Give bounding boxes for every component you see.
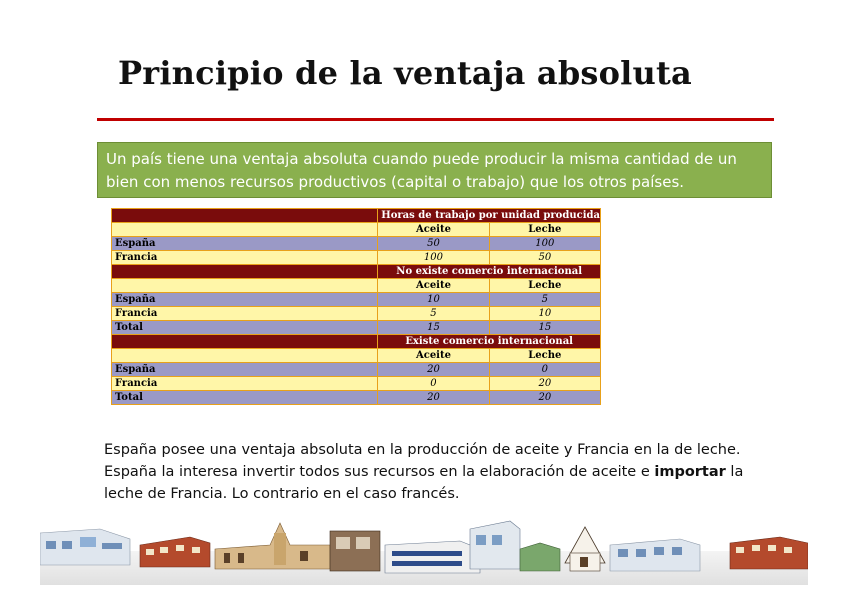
- slide-title: Principio de la ventaja absoluta: [118, 54, 692, 92]
- cell-aceite: 20: [378, 391, 489, 405]
- section-title: No existe comercio internacional: [378, 265, 601, 279]
- column-header-leche: Leche: [489, 279, 600, 293]
- cell-leche: 0: [489, 363, 600, 377]
- column-header-row: [112, 223, 601, 237]
- definition-callout: Un país tiene una ventaja absoluta cuando puede producir la misma cantidad de un bien con menos recursos productivos (capital o trabajo) que los otros países.: [97, 142, 772, 198]
- table-row: [112, 237, 601, 251]
- column-header-aceite: Aceite: [378, 349, 489, 363]
- cell-aceite: 15: [378, 321, 489, 335]
- column-header-leche: Leche: [489, 223, 600, 237]
- row-label: España: [112, 363, 378, 377]
- table-row: [112, 391, 601, 405]
- table-row: [112, 377, 601, 391]
- row-label: Total: [112, 321, 378, 335]
- cell-leche: 10: [489, 307, 600, 321]
- cell-leche: 20: [489, 391, 600, 405]
- cell-leche: 15: [489, 321, 600, 335]
- section-title: Existe comercio internacional: [378, 335, 601, 349]
- cell-aceite: 0: [378, 377, 489, 391]
- table-row: [112, 293, 601, 307]
- table-row: [112, 321, 601, 335]
- cell-aceite: 100: [378, 251, 489, 265]
- conclusion-text-2: la leche de Francia. Lo contrario en el caso francés.: [104, 464, 744, 502]
- column-header-aceite: Aceite: [378, 279, 489, 293]
- table-row: [112, 363, 601, 377]
- labor-hours-table: [111, 208, 601, 405]
- column-header-aceite: Aceite: [378, 223, 489, 237]
- row-label: Francia: [112, 307, 378, 321]
- cell-aceite: 5: [378, 307, 489, 321]
- column-header-row: [112, 349, 601, 363]
- title-divider: [97, 118, 774, 121]
- section-header-row: [112, 335, 601, 349]
- row-label: Francia: [112, 251, 378, 265]
- row-label: Francia: [112, 377, 378, 391]
- cell-leche: 20: [489, 377, 600, 391]
- conclusion-bold-term: importar: [654, 464, 726, 480]
- cell-aceite: 10: [378, 293, 489, 307]
- column-header-row: [112, 279, 601, 293]
- conclusion-text-1: España posee una ventaja absoluta en la producción de aceite y Francia en la de leche. España la interesa invertir todos sus recursos en la elaboración de aceite e: [104, 442, 741, 480]
- town-buildings-illustration: [40, 515, 808, 585]
- conclusion-paragraph: [104, 439, 764, 505]
- cell-leche: 5: [489, 293, 600, 307]
- cell-aceite: 50: [378, 237, 489, 251]
- row-label: España: [112, 293, 378, 307]
- cell-leche: 100: [489, 237, 600, 251]
- section-header-row: [112, 209, 601, 223]
- cell-leche: 50: [489, 251, 600, 265]
- row-label: Total: [112, 391, 378, 405]
- table-row: [112, 307, 601, 321]
- section-title: Horas de trabajo por unidad producida: [378, 209, 601, 223]
- table-row: [112, 251, 601, 265]
- row-label: España: [112, 237, 378, 251]
- column-header-leche: Leche: [489, 349, 600, 363]
- section-header-row: [112, 265, 601, 279]
- cell-aceite: 20: [378, 363, 489, 377]
